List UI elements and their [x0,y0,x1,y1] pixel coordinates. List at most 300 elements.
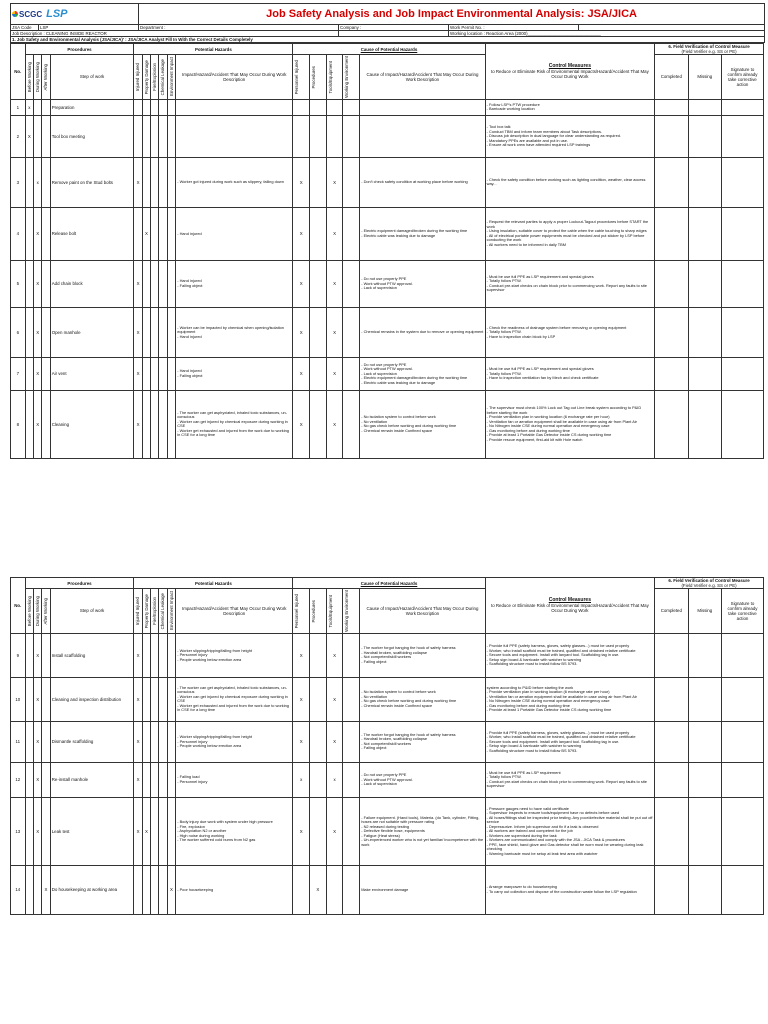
step-of-work: Air vent [50,357,134,390]
col-property-damage: Property Damage [143,593,149,629]
after-working-mark [42,99,50,115]
working-environment-mark [343,762,360,797]
col-during-working: During Working [34,595,40,627]
personnel-injured-mark: X [293,260,310,307]
control-measures: - Check the safety condition before working such as lighting condition, weather, clear access way... [485,157,654,207]
col-cause: Cause of Potential Hazards [293,578,485,589]
col-completed: Completed [655,55,688,100]
chemical-leakage-mark [159,157,167,207]
fire-explosion-mark [151,633,159,677]
step-of-work: Install scaffolding [50,633,134,677]
col-fire-explosion: Fire/Explosion [152,597,158,625]
before-working-mark [25,865,33,914]
procedures-mark [310,357,327,390]
after-working-mark [42,115,50,157]
signature-cell[interactable] [721,99,763,115]
environment-impact-mark: X [167,865,175,914]
before-working-mark [25,390,33,458]
step-of-work: Open manhole [50,307,134,357]
step-of-work: Re-install manhole [50,762,134,797]
tools-equipment-mark: X [326,633,343,677]
signature-cell[interactable] [721,865,763,914]
during-working-mark: X [33,307,41,357]
document-title: Job Safety Analysis and Job Impact Environmental Analysis: JSA/JICA [139,4,765,25]
injured-mark: X [134,157,142,207]
personnel-injured-mark: X [293,207,310,260]
completed-cell[interactable] [655,99,688,115]
row-number: 13 [11,797,26,865]
impact-description [176,99,293,115]
before-working-mark [25,260,33,307]
row-number: 10 [11,677,26,721]
chemical-leakage-mark [159,721,167,762]
row-number: 11 [11,721,26,762]
injured-mark [134,99,142,115]
completed-cell[interactable] [655,797,688,865]
after-working-mark [42,357,50,390]
chemical-leakage-mark [159,260,167,307]
row-number: 7 [11,357,26,390]
missing-cell[interactable] [688,721,721,762]
step-of-work: Cleaning and inspection distribution [50,677,134,721]
injured-mark: X [134,357,142,390]
tools-equipment-mark: X [326,357,343,390]
after-working-mark [42,207,50,260]
col-property-damage: Property Damage [143,59,149,95]
col-cause: Cause of Potential Hazards [293,44,485,55]
col-field-verification: 6. Field Verification of Control Measure [668,44,750,49]
chemical-leakage-mark [159,633,167,677]
missing-cell[interactable] [688,797,721,865]
completed-cell[interactable] [655,633,688,677]
signature-cell[interactable] [721,721,763,762]
row-number: 1 [11,99,26,115]
col-no: No. [11,44,26,100]
work-permit-label: Work Permit No. : [449,25,579,31]
signature-cell[interactable] [721,633,763,677]
cause-description: - Do not use properly PPE - Work without PTW approval. - Lack of supervision - Electric equipment damaged/broken during the working time - Electric cable was leaking due to damage [360,357,485,390]
col-field-sub: (Field Verifier e.g. SS or PE) [681,583,737,588]
before-working-mark [25,157,33,207]
scgc-logo: SCGC [12,11,42,17]
injured-mark: X [134,762,142,797]
personnel-injured-mark: X [293,157,310,207]
after-working-mark [42,390,50,458]
before-working-mark [25,307,33,357]
cause-description: - Electric equipment damaged/broken during the working time - Electric cable was leaking due to damage [360,207,485,260]
during-working-mark: x [33,157,41,207]
impact-description: - Worker got injured during work such as slippery, falling down [176,157,293,207]
signature-cell[interactable] [721,307,763,357]
col-control-title: Control Measures [548,596,591,603]
property-damage-mark [142,307,150,357]
col-cause-desc: Cause of Impact/Hazard/Accident That May Occur During Work Description [360,589,485,634]
tools-equipment-mark [326,115,343,157]
during-working-mark: X [33,762,41,797]
col-chemical-leakage: Chemical Leakage [160,58,166,96]
col-missing: Missing [688,589,721,634]
impact-description: - Hand injured - Falling object [176,357,293,390]
row-number: 3 [11,157,26,207]
control-measures: - Must be use full PPE as LSP requirement - Totally follow PTW. - Conduct pre-start checks on chain block prior to commencing work. Report any faults to site supervisor [485,762,654,797]
property-damage-mark [142,260,150,307]
property-damage-mark [142,115,150,157]
procedures-mark [310,390,327,458]
col-no: No. [11,578,26,634]
personnel-injured-mark: X [293,721,310,762]
injured-mark [134,115,142,157]
completed-cell[interactable] [655,865,688,914]
procedures-mark [310,721,327,762]
before-working-mark [25,797,33,865]
completed-cell[interactable] [655,721,688,762]
table-row [11,260,764,307]
signature-cell[interactable] [721,797,763,865]
missing-cell[interactable] [688,357,721,390]
col-step-of-work: Step of work [50,589,134,634]
col-after-working: After Working [43,597,49,625]
cause-description: - Do not use properly PPE - Work without PTW approval. - Lack of supervision [360,762,485,797]
completed-cell[interactable] [655,390,688,458]
signature-cell[interactable] [721,390,763,458]
cause-description: - The worker forgot hanging the hook of safety harness - Handrail broken, scaffolding collapse - Not competent/skill workers - Falling object [360,633,485,677]
col-working-environment: Working Environment [344,590,350,632]
row-number: 4 [11,207,26,260]
col-after-working: After Working [43,63,49,91]
chemical-leakage-mark [159,797,167,865]
fire-explosion-mark [151,865,159,914]
col-missing: Missing [688,55,721,100]
tools-equipment-mark: X [326,207,343,260]
row-number: 14 [11,865,26,914]
impact-description [176,115,293,157]
environment-impact-mark [167,390,175,458]
control-measures: system according to P&ID before starting the work - Provide ventilation plan in working location (6 exchange rate per hour) - Ventilation fan or aeration equipment shall be available in case using air from Plant Air - No Nitrogen inside CSE during normal operation and emergency case - Gas monitoring before and during working time - Provide at least 1 Portable Gas Detector inside CS during working time [485,677,654,721]
fire-explosion-mark [151,721,159,762]
before-working-mark [25,357,33,390]
col-control-sub: to Reduce or Eliminate Risk of Environmental Impacts/Hazard/Accident That May Occur During Work [490,602,649,613]
after-working-mark [42,797,50,865]
fire-explosion-mark [151,307,159,357]
personnel-injured-mark [293,99,310,115]
tools-equipment-mark [326,99,343,115]
environment-impact-mark [167,762,175,797]
working-environment-mark [343,865,360,914]
lsp-logo: LSP [46,7,68,20]
signature-cell[interactable] [721,260,763,307]
fire-explosion-mark [151,390,159,458]
working-environment-mark [343,207,360,260]
personnel-injured-mark [293,865,310,914]
personnel-injured-mark: X [293,357,310,390]
col-before-working: Before Working [26,595,32,627]
during-working-mark [33,99,41,115]
environment-impact-mark [167,797,175,865]
cause-description [360,115,485,157]
fire-explosion-mark [151,157,159,207]
job-description: Job Description : CLEANING INSIDE REACTOR [11,31,339,37]
completed-cell[interactable] [655,157,688,207]
col-control-title: Control Measures [548,62,591,69]
cause-description: - Failure equipment. (Hand tools), Materia. (do Tank, cylinder, Fitting, hoses are not suitable with pressure rating - N2 released during testing - Defective flexible hose, equipments - Fatigue (Heat stress) - Un-experienced worker who is not yet familiar/ incompetence with the work [360,797,485,865]
working-environment-mark [343,260,360,307]
step-of-work: Do housekeeping at working area [50,865,134,914]
col-field-verification: 6. Field Verification of Control Measure [668,578,750,583]
missing-cell[interactable] [688,865,721,914]
row-number: 2 [11,115,26,157]
chemical-leakage-mark [159,677,167,721]
table-row [11,865,764,914]
col-tools-equipment: Tools/Equipment [327,594,333,628]
col-procedures-cause: Procedures [311,65,317,89]
step-of-work: Tool box meeting [50,115,134,157]
col-chemical-leakage: Chemical Leakage [160,592,166,630]
cause-description: - The worker forgot hanging the hook of safety harness - Handrail broken, scaffolding collapse - Not competent/skill workers - Falling object [360,721,485,762]
working-environment-mark [343,721,360,762]
tools-equipment-mark: X [326,260,343,307]
signature-cell[interactable] [721,357,763,390]
before-working-mark [25,762,33,797]
table-row [11,721,764,762]
col-step-of-work: Step of work [50,55,134,100]
injured-mark: X [134,390,142,458]
before-working-mark [25,677,33,721]
working-environment-mark [343,307,360,357]
procedures-mark [310,797,327,865]
working-environment-mark [343,157,360,207]
property-damage-mark [142,390,150,458]
jsa-table-page-1 [10,43,764,459]
after-working-mark [42,260,50,307]
missing-cell[interactable] [688,157,721,207]
environment-impact-mark [167,207,175,260]
control-measures: - The supervisor must check 100% Lock out Tag out Line break system according to P&ID before starting the work - Provide ventilation plan in working location (6 exchange rate per hour) - Ventilation fan or aeration equipment shall be available in case using air from Plant Air - No Nitrogen inside CSE during normal operation and emergency case - Gas monitoring before and during working time - Provide at least 1 Portable Gas Detector inside CS during working time - Provide rescue equipment, first-aid kit with Hole watch [485,390,654,458]
col-cause-desc: Cause of Impact/Hazard/Accident That May Occur During Work Description [360,55,485,100]
chemical-leakage-mark [159,865,167,914]
row-number: 8 [11,390,26,458]
completed-cell[interactable] [655,115,688,157]
chemical-leakage-mark [159,357,167,390]
cause-description [360,99,485,115]
signature-cell[interactable] [721,207,763,260]
completed-cell[interactable] [655,207,688,260]
table-row [11,797,764,865]
fire-explosion-mark [151,677,159,721]
cause-description: - Chemical remains in the system due to remove or opening equipment [360,307,485,357]
col-injured: Injured Injured [135,62,141,91]
control-measures: - Tool box talk - Conduct TBM and inform team members about Task descriptions. - Discuss job description in dual language for clear understanding as required. - Mandatory PPEs are available and put in use. - Ensure all work crew have attended required LSP trainings [485,115,654,157]
environment-impact-mark [167,357,175,390]
completed-cell[interactable] [655,357,688,390]
cause-description: - No isolation system to control before work - No ventilation - No gas check before working and during working time - Chemical remain inside Confined space [360,390,485,458]
chemical-leakage-mark [159,307,167,357]
after-working-mark [42,157,50,207]
table-row [11,207,764,260]
environment-impact-mark [167,260,175,307]
completed-cell[interactable] [655,307,688,357]
col-potential-hazards: Potential Hazards [134,44,293,55]
environment-impact-mark [167,157,175,207]
during-working-mark: X [33,260,41,307]
col-procedures-cause: Procedures [311,599,317,623]
col-signature: Signature to confirm already take corrective action [721,55,763,100]
chemical-leakage-mark [159,115,167,157]
missing-cell[interactable] [688,633,721,677]
environment-impact-mark [167,633,175,677]
control-measures: - Arrange manpower to do housekeeping - To carry out collection and dispose of the construction waste follow the LSP regulation [485,865,654,914]
injured-mark: X [134,677,142,721]
missing-cell[interactable] [688,307,721,357]
row-number: 9 [11,633,26,677]
signature-cell[interactable] [721,115,763,157]
procedures-mark [310,677,327,721]
jsa-code-label: JSA Code [11,25,39,31]
step-of-work: Cleaning [50,390,134,458]
injured-mark: X [134,797,142,865]
section-1-heading: 1. Job Safety and Environmental Analysis (JSA/JICA)' : JSA/JICA Analyst Fill In With the Correct Details Completely [11,37,765,43]
control-measures: - Request the relevant parties to apply a proper Lockout-Tagout procedures before START the work - Using insulation, suitable cover to protect the cable when the cable touching to sharp edges - All of electrical portable power equipments must be checked and put sticker by LSP before conducting the work - All workers need to be informed in daily TBM [485,207,654,260]
impact-description: - Worker can be impacted by chemical when opening/isolation equipment - Hand injured [176,307,293,357]
tools-equipment-mark: x [326,762,343,797]
during-working-mark [33,115,41,157]
table-row [11,307,764,357]
during-working-mark: X [33,633,41,677]
working-environment-mark [343,677,360,721]
col-impact-desc: Impact/Hazard/Accident That May Occur During Work Description [176,55,293,100]
completed-cell[interactable] [655,260,688,307]
working-environment-mark [343,357,360,390]
company-label: Company : [339,25,449,31]
impact-description: - Falling load - Personnel injury [176,762,293,797]
impact-description: - Hand injured [176,207,293,260]
step-of-work: Remove paint on the Stud bolts [50,157,134,207]
procedures-mark [310,307,327,357]
table-row [11,390,764,458]
procedures-mark [310,157,327,207]
property-damage-mark [142,99,150,115]
property-damage-mark [142,677,150,721]
property-damage-mark [142,633,150,677]
injured-mark: X [134,260,142,307]
col-environment-impact: Environment Impact [168,57,174,97]
impact-description: - The worker can get asphyxiated, inhaled toxic substances, un-conscious - Worker can get injured by chemical exposure during working in CSE - Worker get exhausted and injured from the work due to working in CSE for a long time [176,390,293,458]
col-injured: Injured Injured [135,596,141,625]
cause-description: Make environment damage [360,865,485,914]
chemical-leakage-mark [159,207,167,260]
missing-cell[interactable] [688,762,721,797]
during-working-mark: X [33,721,41,762]
table-row [11,99,764,115]
before-working-mark [25,207,33,260]
environment-impact-mark [167,307,175,357]
tools-equipment-mark: X [326,390,343,458]
control-measures: - Follow LSP's PTW procedure - Barricade working location [485,99,654,115]
cause-description: - Don't check safety condition at working place before working [360,157,485,207]
signature-cell[interactable] [721,157,763,207]
environment-impact-mark [167,115,175,157]
impact-description: - Worker slipping/tripping/falling from height - Personnel injury - People working below erection area [176,721,293,762]
control-measures: - Provide full PPE (safety harness, gloves, safety glasses...) must be used properly - Worker, who install scaffold must be trained, qualified and obtained relative certificate - Secure tools and equipment. Install with lanyard tool. Scaffolding tag in use. - Setup sign board & barricade with watcher to warning - Scaffolding structure must to install follow BS 5793. [485,633,654,677]
cause-description: - Do not use properly PPE - Work without PTW approval. - Lack of supervision [360,260,485,307]
row-number: 6 [11,307,26,357]
tools-equipment-mark [326,865,343,914]
working-location-value: ______________________________ [527,31,601,36]
col-procedures: Procedures [25,578,134,589]
procedures-mark [310,99,327,115]
after-working-mark [42,307,50,357]
procedures-mark [310,207,327,260]
col-environment-impact: Environment Impact [168,591,174,631]
working-environment-mark [343,115,360,157]
missing-cell[interactable] [688,115,721,157]
page-1 [10,3,764,459]
during-working-mark: X [33,797,41,865]
col-procedures: Procedures [25,44,134,55]
procedures-mark [310,762,327,797]
fire-explosion-mark [151,207,159,260]
personnel-injured-mark: x [293,762,310,797]
working-environment-mark [343,390,360,458]
personnel-injured-mark: X [293,390,310,458]
signature-cell[interactable] [721,677,763,721]
injured-mark: X [134,633,142,677]
fire-explosion-mark [151,357,159,390]
injured-mark: X [134,721,142,762]
during-working-mark [33,865,41,914]
step-of-work: Release bolt [50,207,134,260]
missing-cell[interactable] [688,207,721,260]
environment-impact-mark [167,677,175,721]
working-environment-mark [343,99,360,115]
missing-cell[interactable] [688,99,721,115]
impact-description: - Worker slipping/tripping/falling from height - Personnel injury - People working below erection area [176,633,293,677]
injured-mark [134,865,142,914]
after-working-mark: X [42,865,50,914]
table-row [11,633,764,677]
fire-explosion-mark [151,260,159,307]
property-damage-mark: X [142,207,150,260]
property-damage-mark: X [142,797,150,865]
impact-description: - Body injury due work with system under high pressure - Fire, explosion - Asphyxiation N2 or another - High noise during working - The worker suffered cold burns from N2 gas [176,797,293,865]
col-completed: Completed [655,589,688,634]
before-working-mark: x [25,99,33,115]
missing-cell[interactable] [688,677,721,721]
jsa-table-page-2 [10,577,764,915]
row-number: 12 [11,762,26,797]
control-measures: - Pressure gauges need to have valid certificate - Supervisor inspects to ensure tools/equipment have no defects before used - All hoses/fittings shall be inspected prior testing. Any poor/defective material shall be put out off service - Depressurize. Inform job supervisor and fix if a leak is observed - All workers are trained and competent for the job - Workers are supervised during the task - Workers are communicated and comply with the JSA - JICA Task & procedures - PPE, face shield, hand glove and Gas detector shall be worn must be wearing during leak checking - Warning barricade must be setup at leak test area with watcher [485,797,654,865]
tools-equipment-mark: X [326,797,343,865]
after-working-mark [42,633,50,677]
completed-cell[interactable] [655,677,688,721]
tools-equipment-mark: X [326,307,343,357]
during-working-mark: X [33,677,41,721]
completed-cell[interactable] [655,762,688,797]
chemical-leakage-mark [159,390,167,458]
department-label: Department : [139,25,339,31]
signature-cell[interactable] [721,762,763,797]
during-working-mark: X [33,390,41,458]
table-row [11,762,764,797]
after-working-mark [42,721,50,762]
missing-cell[interactable] [688,390,721,458]
missing-cell[interactable] [688,260,721,307]
control-measures: - Check the readiness of drainage system before removing or opening equipment - Totally follow PTW. - Have to inspection chain block by LSP [485,307,654,357]
tools-equipment-mark: X [326,677,343,721]
control-measures: - Must be use full PPE as LSP requirement and special gloves - Totally follow PTW. - Conduct pre-start checks on chain block prior to commencing work. Report any faults to site supervisor [485,260,654,307]
procedures-mark: X [310,865,327,914]
personnel-injured-mark [293,115,310,157]
col-tools-equipment: Tools/Equipment [327,60,333,94]
